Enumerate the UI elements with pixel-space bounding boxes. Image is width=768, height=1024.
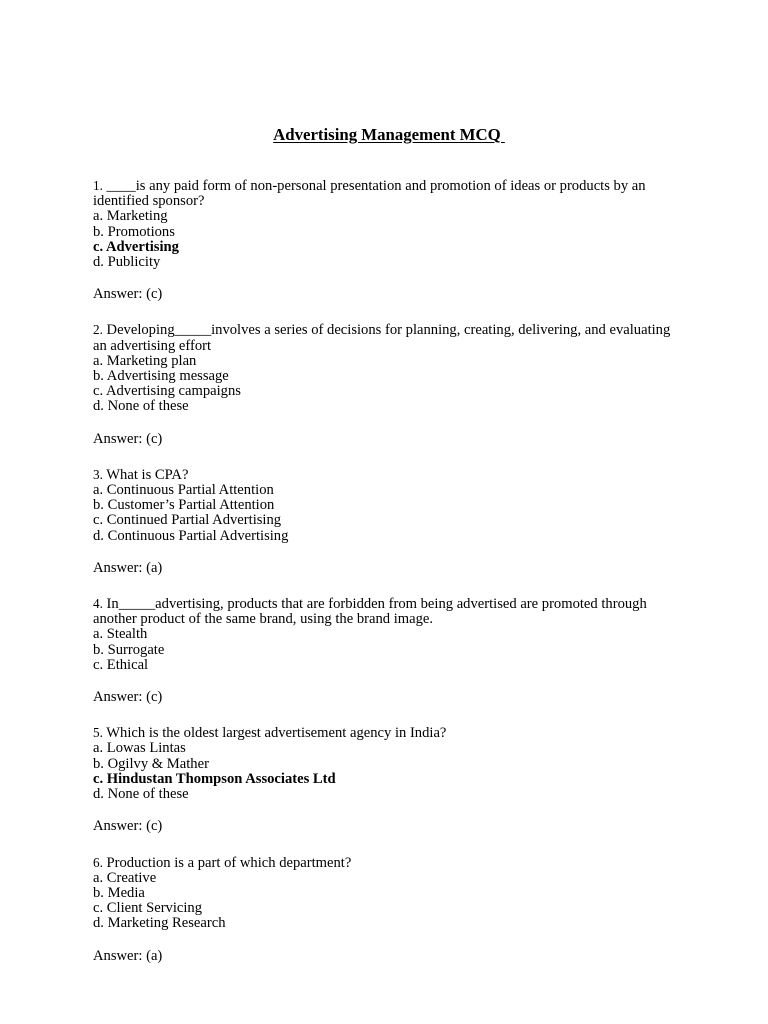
answer-key: Answer: (a) bbox=[93, 559, 163, 576]
answer-key: Answer: (c) bbox=[93, 286, 163, 303]
answer-option: d. Publicity bbox=[93, 254, 161, 271]
question-block bbox=[93, 596, 673, 705]
answer-option: b. Advertising message bbox=[93, 368, 229, 385]
question-number: 4. bbox=[93, 596, 103, 612]
answer-option: a. Marketing bbox=[93, 208, 168, 225]
question-block bbox=[93, 467, 673, 576]
answer-option: b. Promotions bbox=[93, 223, 175, 240]
question-text bbox=[93, 725, 673, 741]
answer-option: b. Surrogate bbox=[93, 641, 165, 658]
answer-option: c. Hindustan Thompson Associates Ltd bbox=[93, 770, 336, 787]
answer-option: b. Ogilvy & Mather bbox=[93, 755, 209, 772]
page-title: Advertising Management MCQ bbox=[273, 125, 505, 144]
answer-option: b. Customer’s Partial Attention bbox=[93, 497, 275, 514]
question-list bbox=[93, 178, 673, 984]
question-text bbox=[93, 178, 673, 209]
answer-option: d. Continuous Partial Advertising bbox=[93, 527, 289, 544]
question-number: 6. bbox=[93, 854, 103, 870]
answer-option: d. None of these bbox=[93, 398, 189, 415]
question-stem: Production is a part of which department? bbox=[102, 854, 352, 871]
question-number: 2. bbox=[93, 322, 103, 338]
question-block bbox=[93, 725, 673, 834]
question-text bbox=[93, 855, 673, 871]
answer-option: a. Continuous Partial Attention bbox=[93, 482, 274, 499]
answer-key: Answer: (c) bbox=[93, 818, 163, 835]
question-text bbox=[93, 467, 673, 483]
question-number: 5. bbox=[93, 725, 103, 741]
answer-option: c. Client Servicing bbox=[93, 900, 203, 917]
answer-option: a. Marketing plan bbox=[93, 352, 197, 369]
answer-option: d. Marketing Research bbox=[93, 915, 226, 932]
answer-option: a. Lowas Lintas bbox=[93, 740, 186, 757]
answer-option: a. Creative bbox=[93, 869, 157, 886]
answer-key: Answer: (a) bbox=[93, 947, 163, 964]
question-stem: Developing_____involves a series of decisions for planning, creating, delivering, and evaluating an advertising effort bbox=[93, 322, 671, 354]
question-stem: In_____advertising, products that are forbidden from being advertised are promoted through another product of the same brand, using the brand image. bbox=[93, 596, 647, 628]
answer-key: Answer: (c) bbox=[93, 689, 163, 706]
question-stem: ____is any paid form of non-personal presentation and promotion of ideas or products by an identified sponsor? bbox=[93, 178, 646, 210]
answer-option: b. Media bbox=[93, 884, 145, 901]
question-stem: What is CPA? bbox=[102, 466, 189, 483]
answer-option: d. None of these bbox=[93, 786, 189, 803]
question-text bbox=[93, 596, 673, 627]
answer-option: a. Stealth bbox=[93, 626, 148, 643]
question-number: 3. bbox=[93, 466, 103, 482]
question-text bbox=[93, 322, 673, 353]
question-stem: Which is the oldest largest advertisement agency in India? bbox=[102, 725, 447, 742]
answer-key: Answer: (c) bbox=[93, 430, 163, 447]
answer-option: c. Advertising campaigns bbox=[93, 383, 241, 400]
answer-option: c. Ethical bbox=[93, 656, 149, 673]
answer-option: c. Continued Partial Advertising bbox=[93, 512, 282, 529]
answer-option: c. Advertising bbox=[93, 238, 179, 255]
question-block bbox=[93, 178, 673, 302]
question-number: 1. bbox=[93, 178, 103, 193]
question-block bbox=[93, 855, 673, 964]
question-block bbox=[93, 322, 673, 446]
